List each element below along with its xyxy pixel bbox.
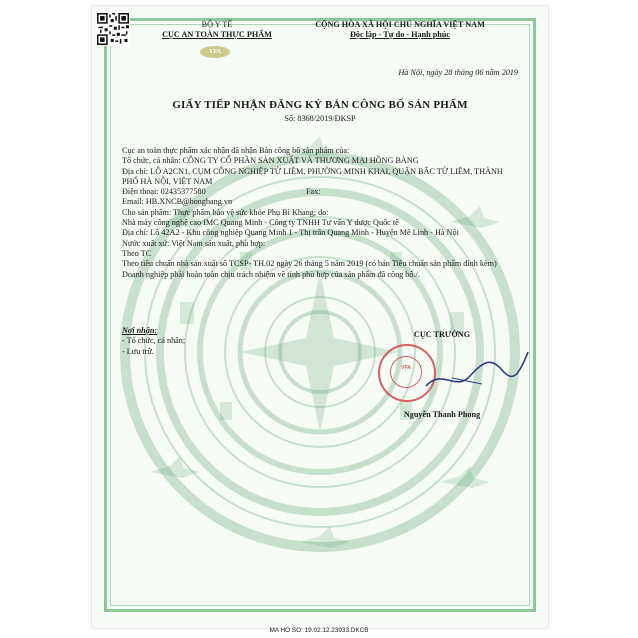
product: Cho sản phẩm: Thực phẩm bảo vệ sức khỏe Phụ Bì Khang; do: — [122, 207, 329, 217]
signer-role: CỤC TRƯỞNG — [413, 330, 471, 339]
organization-address: Địa chỉ: LÔ A2CN1, CỤM CÔNG NGHIỆP TỪ LIÊM, PHƯỜNG MINH KHAI, QUẬN BẮC TỪ LIÊM, THÀNH PHỐ HÀ NỘI, VIỆT NAM — [122, 166, 503, 186]
agency-logo: VFA — [200, 46, 230, 58]
seal-inner: VFA — [390, 356, 422, 388]
recipient-item: - Lưu trữ. — [122, 346, 154, 356]
ministry-name: BỘ Y TẾ — [201, 20, 233, 29]
factory: Nhà máy công nghệ cao IMC Quang Minh - Công ty TNHH Tư vấn Y dược Quốc tế — [122, 218, 399, 228]
qr-code — [96, 12, 130, 46]
document-number: Số: 8368/2019/ĐKSP — [284, 114, 356, 123]
motto: Độc lập - Tự do - Hạnh phúc — [349, 29, 451, 39]
issue-date: Hà Nội, ngày 28 tháng 06 năm 2019 — [398, 68, 518, 77]
phone: Điện thoại: 02435377580 — [122, 187, 206, 197]
recipients — [122, 326, 272, 357]
dossier-code: MA HO SO: 19.02.12.23933.DKCB — [269, 627, 369, 634]
country-name: CỘNG HÒA XÃ HỘI CHỦ NGHĨA VIỆT NAM — [315, 20, 485, 29]
handwritten-signature — [422, 348, 532, 398]
intro-text: Cục an toàn thực phẩm xác nhận đã nhận Bản công bố sản phẩm của: — [122, 146, 350, 155]
document-title: GIẤY TIẾP NHẬN ĐĂNG KÝ BẢN CÔNG BỐ SẢN PHẨM — [172, 99, 468, 111]
recipient-item: - Tổ chức, cá nhân; — [122, 336, 186, 346]
standard-detail: Theo tiêu chuẩn nhà sản xuất số TCSP- TH.02 ngày 26 tháng 5 năm 2019 (có bản Tiêu chuẩn sản phẩm đính kèm) — [122, 259, 497, 269]
contact-row — [122, 187, 518, 197]
recipients-label: Nơi nhận: — [122, 326, 158, 335]
agency-name: CỤC AN TOÀN THỰC PHẨM — [162, 29, 272, 39]
standard: Theo TC — [122, 248, 152, 258]
origin: Nước xuất xứ: Việt Nam sản xuất, phù hợp: — [122, 238, 266, 248]
organization: Tổ chức, cá nhân: CÔNG TY CỔ PHẦN SẢN XUẤT VÀ THƯƠNG MẠI HỒNG BÀNG — [122, 156, 419, 166]
national-title — [282, 20, 518, 39]
signer-name: Nguyễn Thanh Phong — [403, 410, 481, 419]
email: Email: HB.XNCB@hongbang.vn — [122, 197, 233, 207]
fax: Fax: — [306, 187, 321, 197]
factory-address: Địa chỉ: Lô 42A2 - Khu công nghiệp Quang Minh 1 - Thị trấn Quang Minh - Huyện Mê Linh - Hà Nội — [122, 228, 459, 238]
issuing-agency — [152, 20, 282, 39]
responsibility: Doanh nghiệp phải hoàn toàn chịu trách nhiệm về tính phù hợp của sản phẩm đã công bố./. — [122, 269, 420, 279]
document-body — [122, 146, 518, 280]
certificate-sheet — [92, 6, 548, 628]
